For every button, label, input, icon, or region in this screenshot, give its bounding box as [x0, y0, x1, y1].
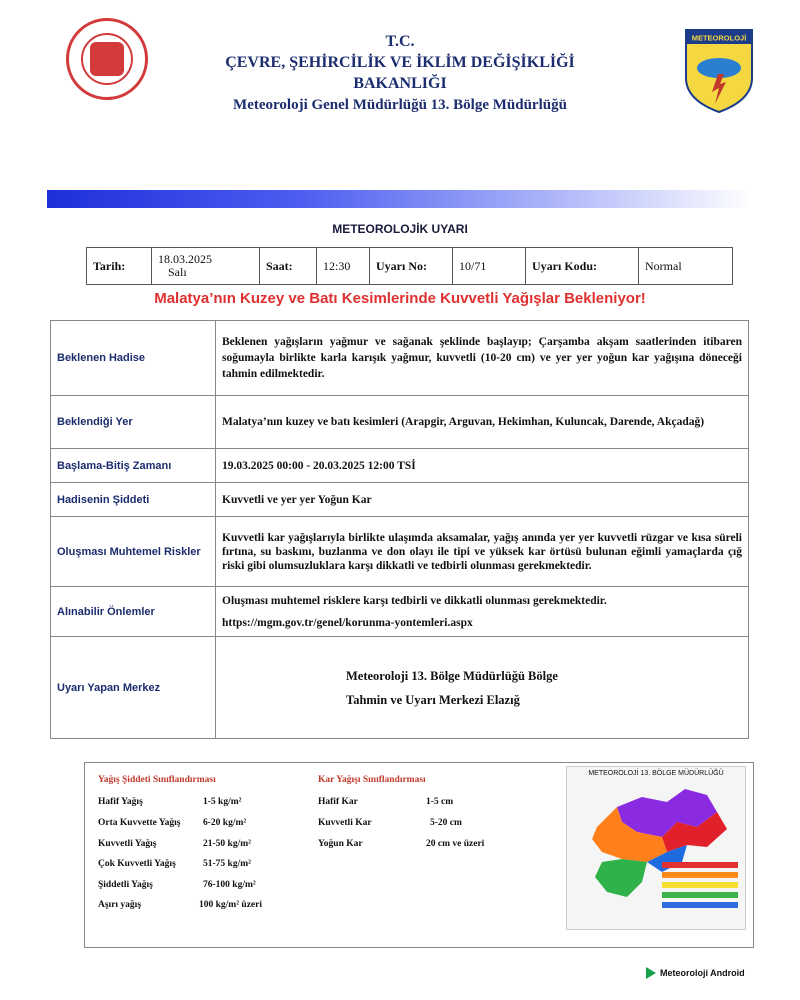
rain-class-range: 21-50 kg/m²	[203, 839, 251, 849]
snow-class-name: Kuvvetli Kar	[318, 818, 372, 828]
snow-class-range: 20 cm ve üzeri	[426, 839, 485, 849]
header-line-3: BAKANLIĞI	[353, 75, 447, 92]
detail-label: Oluşması Muhtemel Riskler	[51, 517, 216, 587]
warning-details-table	[50, 320, 749, 739]
detail-label: Uyarı Yapan Merkez	[51, 637, 216, 739]
snow-class-range: 1-5 cm	[426, 797, 454, 807]
rain-class-name: Hafif Yağış	[98, 797, 143, 807]
warning-headline: Malatya’nın Kuzey ve Batı Kesimlerinde Kuvvetli Yağışlar Bekleniyor!	[154, 290, 646, 307]
detail-row	[51, 637, 749, 739]
snow-class-name: Yoğun Kar	[318, 839, 363, 849]
detail-label: Beklenen Hadise	[51, 321, 216, 396]
blue-gradient-banner	[47, 190, 753, 208]
detail-value: Meteoroloji 13. Bölge Müdürlüğü Bölge	[346, 668, 558, 683]
detail-value: Kuvvetli kar yağışlarıyla birlikte ulaşımda aksamalar, yağış anında yer yer kuvvetli rüzgar ve kısa süreli fırtına, su baskını, buzlanma ve don olayı ile tipi ve yüksek kar örtüsü bulunan eğimli yamaçlarda çığ riski gibi olumsuzluklara karşı dikkatli ve tedbirli olunması gerekmektedir.	[216, 517, 749, 587]
detail-value: 19.03.2025 00:00 - 20.03.2025 12:00 TSİ	[216, 449, 749, 483]
detail-row	[51, 396, 749, 449]
header-line-4: Meteoroloji Genel Müdürlüğü 13. Bölge Müdürlüğü	[233, 97, 567, 113]
detail-label: Beklendiği Yer	[51, 396, 216, 449]
time-label: Saat:	[260, 248, 317, 285]
time-value: 12:30	[317, 248, 370, 285]
rain-class-name: Şiddetli Yağış	[98, 880, 153, 890]
detail-value: Kuvvetli ve yer yer Yoğun Kar	[216, 483, 749, 517]
ministry-seal-logo	[66, 18, 148, 100]
document-title: METEOROLOJİK UYARI	[332, 222, 468, 236]
header-line-1: T.C.	[385, 33, 415, 50]
warning-code-value: Normal	[639, 248, 733, 285]
region-map-graphic	[567, 767, 745, 929]
rain-class-range: 6-20 kg/m²	[203, 818, 247, 828]
detail-row	[51, 483, 749, 517]
warning-code-label: Uyarı Kodu:	[526, 248, 639, 285]
header-line-2: ÇEVRE, ŞEHİRCİLİK VE İKLİM DEĞİŞİKLİĞİ	[225, 54, 575, 71]
date-cell	[152, 248, 260, 285]
snow-classification-title: Kar Yağışı Sınıflandırması	[318, 775, 426, 785]
seal-emblem	[90, 42, 124, 76]
detail-value: Oluşması muhtemel risklere karşı tedbirli ve dikkatli olunması gerekmektedir.	[222, 594, 607, 607]
detail-row	[51, 449, 749, 483]
detail-row	[51, 587, 749, 637]
snow-class-name: Hafif Kar	[318, 797, 358, 807]
detail-row	[51, 517, 749, 587]
meteoroloji-logo	[684, 28, 754, 114]
day-value: Salı	[168, 265, 187, 279]
rain-class-range: 76-100 kg/m²	[203, 880, 256, 890]
detail-label: Başlama-Bitiş Zamanı	[51, 449, 216, 483]
rain-class-range: 51-75 kg/m²	[203, 859, 251, 869]
map-title: METEOROLOJİ 13. BÖLGE MÜDÜRLÜĞÜ	[588, 770, 724, 777]
play-store-icon[interactable]	[646, 967, 656, 979]
detail-value-cell	[216, 587, 749, 637]
detail-row	[51, 321, 749, 396]
rain-class-name: Çok Kuvvetli Yağış	[98, 859, 176, 869]
logo-text: METEOROLOJİ	[691, 33, 747, 43]
detail-value-2: Tahmin ve Uyarı Merkezi Elazığ	[346, 692, 520, 707]
region-map	[566, 766, 746, 930]
detail-value: Malatya’nın kuzey ve batı kesimleri (Arapgir, Arguvan, Hekimhan, Kuluncak, Darende, Akçadağ)	[216, 396, 749, 449]
rain-class-name: Aşırı yağış	[98, 900, 142, 910]
protection-methods-link[interactable]: https://mgm.gov.tr/genel/korunma-yontemleri.aspx	[222, 616, 473, 629]
rain-class-name: Kuvvetli Yağış	[98, 839, 157, 849]
snow-class-range: 5-20 cm	[430, 818, 462, 828]
detail-label: Alınabilir Önlemler	[51, 587, 216, 637]
warning-no-label: Uyarı No:	[370, 248, 453, 285]
rain-class-range: 100 kg/m² üzeri	[199, 900, 263, 910]
detail-value: Beklenen yağışların yağmur ve sağanak şeklinde başlayıp; Çarşamba akşam saatlerinden itibaren soğumayla birlikte karla karışık yağmur, kuvvetli (10-20 cm) ve yer yer yoğun kar yağışına döneceği tahmin edilmektedir.	[216, 321, 749, 396]
date-value: 18.03.2025	[158, 252, 212, 266]
rain-class-name: Orta Kuvvette Yağış	[98, 818, 181, 828]
rain-classification-title: Yağış Şiddeti Sınıflandırması	[98, 775, 216, 785]
date-label: Tarih:	[87, 248, 152, 285]
rain-class-range: 1-5 kg/m²	[203, 797, 242, 807]
detail-value-cell	[216, 637, 749, 739]
android-app-label[interactable]: Meteoroloji Android	[660, 968, 745, 978]
warning-info-table	[86, 247, 733, 285]
warning-no-value: 10/71	[453, 248, 526, 285]
detail-label: Hadisenin Şiddeti	[51, 483, 216, 517]
